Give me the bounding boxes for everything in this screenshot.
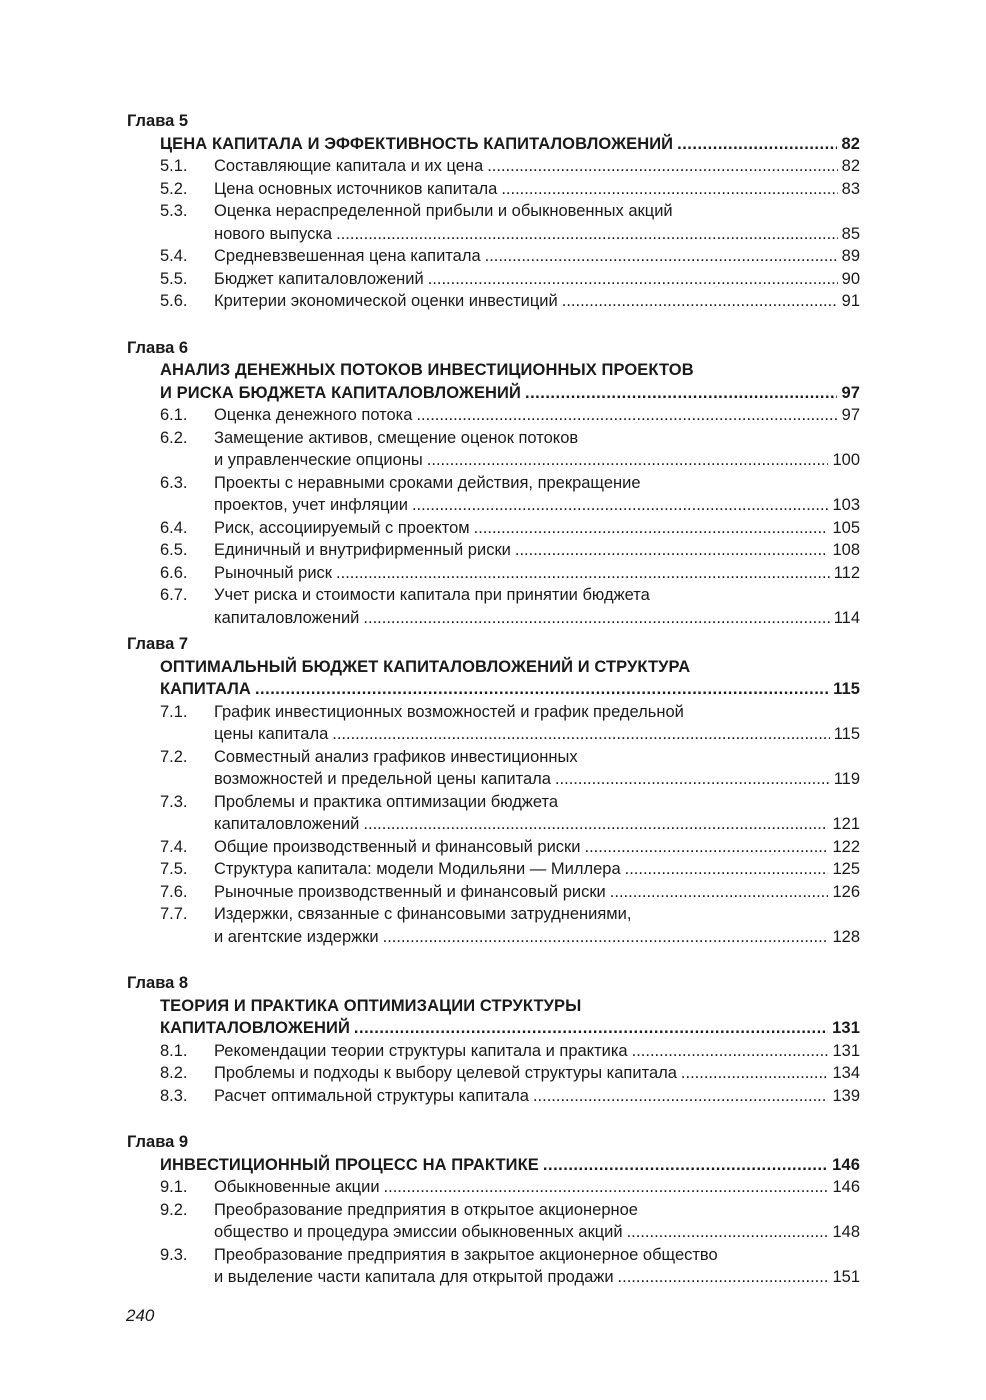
toc-chapter [127, 337, 860, 630]
dot-leader [585, 836, 829, 859]
dot-leader [428, 268, 838, 291]
section-title [214, 768, 860, 791]
section-page-number: 125 [832, 860, 860, 878]
section-page-number: 100 [832, 451, 860, 469]
section-title-text: и агентские издержки [214, 927, 379, 946]
toc-entry-line [127, 539, 860, 562]
section-number: 5.4. [160, 247, 188, 265]
chapter-title-line [127, 133, 860, 156]
toc-entry-line [127, 723, 860, 746]
chapter-page-number: 146 [832, 1155, 860, 1174]
section-title-text: Рыночный риск [214, 563, 333, 582]
toc-entry-line [127, 836, 860, 859]
dot-leader [632, 1040, 829, 1063]
toc-entry-line [127, 1266, 860, 1289]
chapter-title-text: ОПТИМАЛЬНЫЙ БЮДЖЕТ КАПИТАЛОВЛОЖЕНИЙ И СТРУКТУРА [160, 657, 691, 676]
page-number: 240 [126, 1306, 155, 1325]
dot-leader [562, 290, 838, 313]
chapter-title-text: КАПИТАЛОВЛОЖЕНИЙ [160, 1019, 350, 1037]
section-title [214, 562, 860, 585]
dot-leader [515, 539, 829, 562]
section-number: 5.2. [160, 179, 188, 198]
section-title [214, 178, 860, 201]
section-number: 7.5. [160, 860, 188, 878]
dot-leader [427, 449, 829, 472]
section-page-number: 103 [832, 496, 860, 514]
section-page-number: 85 [841, 224, 860, 243]
toc-entry-line [127, 584, 860, 607]
chapter-title [160, 656, 860, 679]
section-title-text: Учет риска и стоимости капитала при принятии бюджета [214, 586, 650, 604]
section-title [214, 1199, 860, 1222]
dot-leader [533, 1085, 829, 1108]
toc-entry-line [127, 494, 860, 517]
dot-leader [485, 245, 838, 268]
section-title-text: Проблемы и практика оптимизации бюджета [214, 792, 559, 811]
chapter-title-text: КАПИТАЛА [160, 680, 251, 698]
dot-leader [363, 607, 829, 630]
section-number: 8.3. [160, 1086, 188, 1105]
section-title-text: Преобразование предприятия в открытое акционерное [214, 1200, 638, 1219]
toc-entry-line [127, 881, 860, 904]
section-number: 6.5. [160, 541, 188, 559]
section-title [214, 223, 860, 246]
chapter-page-number: 115 [833, 680, 860, 698]
section-title [214, 926, 860, 949]
toc-entry-line [127, 1085, 860, 1108]
section-page-number: 89 [841, 247, 860, 265]
toc-entry-line [127, 178, 860, 201]
chapter-title-line [127, 995, 860, 1018]
section-title-text: капиталовложений [214, 815, 360, 833]
section-title-text: Единичный и внутрифирменный риски [214, 541, 511, 559]
section-page-number: 128 [832, 927, 860, 946]
dot-leader [336, 562, 830, 585]
toc-entry-line [127, 607, 860, 630]
dot-leader [336, 223, 838, 246]
section-number: 9.2. [160, 1200, 188, 1219]
toc-entry-line [127, 746, 860, 769]
dot-leader [412, 494, 829, 517]
section-title [214, 494, 860, 517]
section-page-number: 114 [833, 608, 860, 627]
chapter-title-text: АНАЛИЗ ДЕНЕЖНЫХ ПОТОКОВ ИНВЕСТИЦИОННЫХ ПРОЕКТОВ [160, 361, 694, 379]
toc-entry-line [127, 223, 860, 246]
section-number: 9.1. [160, 1178, 188, 1196]
toc-entry-line [127, 768, 860, 791]
section-title [214, 404, 860, 427]
section-title-text: и выделение части капитала для открытой продажи [214, 1268, 614, 1286]
chapter-label: Глава 8 [127, 974, 189, 992]
section-title-text: возможностей и предельной цены капитала [214, 770, 551, 788]
toc-entry-line [127, 791, 860, 814]
chapter-title [160, 678, 860, 701]
dot-leader [383, 926, 829, 949]
dot-leader [618, 1266, 829, 1289]
section-number: 5.5. [160, 269, 188, 288]
section-page-number: 83 [841, 179, 860, 198]
chapter-title [160, 995, 860, 1018]
chapter-label: Глава 7 [127, 635, 189, 653]
section-page-number: 146 [832, 1178, 860, 1196]
section-page-number: 91 [841, 292, 860, 310]
section-number: 6.4. [160, 518, 188, 537]
chapter-page-number: 97 [841, 383, 860, 402]
section-number: 5.6. [160, 292, 188, 310]
section-title [214, 1176, 860, 1199]
chapter-label: Глава 9 [127, 1133, 189, 1151]
section-title [214, 449, 860, 472]
section-title [214, 539, 860, 562]
section-number: 6.6. [160, 563, 188, 582]
toc-entry-line [127, 449, 860, 472]
toc-entry-line [127, 858, 860, 881]
section-number: 7.3. [160, 792, 188, 811]
toc-entry-line [127, 1176, 860, 1199]
chapter-title-line [127, 1017, 860, 1040]
section-page-number: 139 [832, 1086, 860, 1105]
section-title-text: Преобразование предприятия в закрытое акционерное общество [214, 1245, 718, 1264]
section-title-text: Бюджет капиталовложений [214, 269, 424, 288]
section-number: 7.6. [160, 882, 188, 901]
section-title-text: Оценка нераспределенной прибыли и обыкновенных акций [214, 202, 673, 220]
dot-leader [501, 178, 837, 201]
chapter-title-line [127, 656, 860, 679]
toc-chapter [127, 110, 860, 313]
section-title [214, 903, 860, 926]
dot-leader [332, 723, 829, 746]
chapter-title-line [127, 1154, 860, 1177]
chapter-title-text: ЦЕНА КАПИТАЛА И ЭФФЕКТИВНОСТЬ КАПИТАЛОВЛОЖЕНИЙ [160, 134, 674, 153]
section-title [214, 791, 860, 814]
chapter-title-text: И РИСКА БЮДЖЕТА КАПИТАЛОВЛОЖЕНИЙ [160, 383, 521, 402]
section-title [214, 290, 860, 313]
section-title-text: Обыкновенные акции [214, 1178, 380, 1196]
section-title-text: Критерии экономической оценки инвестиций [214, 292, 558, 310]
dot-leader [474, 517, 829, 540]
dot-leader [363, 813, 828, 836]
toc-entry-line [127, 1062, 860, 1085]
dot-leader [627, 1221, 829, 1244]
section-title-text: Общие производственный и финансовый риски [214, 837, 581, 856]
section-title-text: Расчет оптимальной структуры капитала [214, 1086, 529, 1105]
section-title-text: Цена основных источников капитала [214, 179, 498, 198]
section-page-number: 108 [832, 541, 860, 559]
toc-entry-line [127, 404, 860, 427]
chapter-page-number: 131 [832, 1019, 860, 1037]
dot-leader [555, 768, 830, 791]
toc-entry-line [127, 1199, 860, 1222]
section-title-text: общество и процедура эмиссии обыкновенных акций [214, 1223, 623, 1241]
toc-entry-line [127, 472, 860, 495]
section-number: 7.1. [160, 702, 188, 721]
section-number: 5.1. [160, 157, 188, 175]
section-title [214, 1040, 860, 1063]
section-page-number: 97 [841, 406, 860, 424]
section-title-text: и управленческие опционы [214, 451, 423, 469]
section-title-text: Проблемы и подходы к выбору целевой структуры капитала [214, 1064, 677, 1082]
dot-leader [487, 155, 837, 178]
section-page-number: 112 [833, 563, 860, 582]
section-number: 7.4. [160, 837, 188, 856]
section-title-text: Средневзвешенная цена капитала [214, 247, 481, 265]
section-number: 9.3. [160, 1245, 188, 1264]
section-title [214, 607, 860, 630]
section-title [214, 1085, 860, 1108]
section-title-text: Рыночные производственный и финансовый риски [214, 882, 606, 901]
section-title [214, 200, 860, 223]
section-number: 6.1. [160, 406, 188, 424]
section-number: 5.3. [160, 202, 188, 220]
dot-leader [255, 678, 829, 701]
toc-entry-line [127, 290, 860, 313]
section-page-number: 119 [833, 770, 860, 788]
toc-chapter [127, 633, 860, 948]
section-title [214, 517, 860, 540]
section-title-text: Структура капитала: модели Модильяни — Миллера [214, 860, 621, 878]
dot-leader [416, 404, 837, 427]
section-number: 6.3. [160, 473, 188, 492]
section-number: 6.2. [160, 428, 188, 447]
toc-entry-line [127, 200, 860, 223]
section-title [214, 858, 860, 881]
section-title [214, 723, 860, 746]
chapter-title [160, 1017, 860, 1040]
section-title [214, 1062, 860, 1085]
chapter-title-line [127, 382, 860, 405]
table-of-contents [127, 110, 860, 1289]
section-title-text: Риск, ассоциируемый с проектом [214, 518, 470, 537]
dot-leader [384, 1176, 829, 1199]
section-page-number: 126 [832, 882, 860, 901]
section-page-number: 121 [832, 815, 860, 833]
section-title [214, 813, 860, 836]
section-title-text: капиталовложений [214, 608, 360, 627]
toc-entry-line [127, 1040, 860, 1063]
section-title [214, 1266, 860, 1289]
chapter-title-text: ИНВЕСТИЦИОННЫЙ ПРОЦЕСС НА ПРАКТИКЕ [160, 1155, 539, 1174]
toc-entry-line [127, 245, 860, 268]
section-title-text: Совместный анализ графиков инвестиционных [214, 747, 578, 766]
section-title [214, 881, 860, 904]
toc-entry-line [127, 926, 860, 949]
section-title-text: Издержки, связанные с финансовыми затруднениями, [214, 905, 632, 923]
toc-chapter [127, 1131, 860, 1289]
chapter-page-number: 82 [841, 134, 860, 153]
section-page-number: 131 [832, 1041, 860, 1060]
dot-leader [681, 1062, 829, 1085]
chapter-title-line [127, 359, 860, 382]
section-title-text: График инвестиционных возможностей и график предельной [214, 702, 684, 721]
toc-entry-line [127, 1221, 860, 1244]
section-title [214, 472, 860, 495]
section-title [214, 245, 860, 268]
section-title [214, 584, 860, 607]
toc-entry-line [127, 701, 860, 724]
chapter-title-text: ТЕОРИЯ И ПРАКТИКА ОПТИМИЗАЦИИ СТРУКТУРЫ [160, 996, 582, 1015]
dot-leader [677, 133, 837, 156]
dot-leader [354, 1017, 828, 1040]
section-title [214, 268, 860, 291]
toc-entry-line [127, 903, 860, 926]
section-title-text: Оценка денежного потока [214, 406, 413, 424]
section-page-number: 82 [841, 157, 860, 175]
toc-entry-line [127, 1244, 860, 1267]
section-number: 8.2. [160, 1064, 188, 1082]
dot-leader [610, 881, 829, 904]
chapter-title [160, 382, 860, 405]
section-title [214, 1221, 860, 1244]
section-title [214, 701, 860, 724]
dot-leader [625, 858, 829, 881]
section-title [214, 1244, 860, 1267]
section-number: 7.7. [160, 905, 188, 923]
toc-entry-line [127, 517, 860, 540]
section-title-text: цены капитала [214, 725, 329, 743]
chapter-label: Глава 6 [127, 338, 189, 357]
toc-entry-line [127, 427, 860, 450]
section-page-number: 122 [832, 837, 860, 856]
dot-leader [543, 1154, 828, 1177]
toc-chapter [127, 972, 860, 1107]
chapter-title [160, 1154, 860, 1177]
section-title [214, 746, 860, 769]
toc-entry-line [127, 562, 860, 585]
section-page-number: 134 [832, 1064, 860, 1082]
section-title-text: Проекты с неравными сроками действия, прекращение [214, 473, 641, 492]
chapter-title [160, 359, 860, 382]
chapter-title-line [127, 678, 860, 701]
section-page-number: 115 [833, 725, 860, 743]
section-title-text: нового выпуска [214, 224, 333, 243]
section-title [214, 836, 860, 859]
section-number: 6.7. [160, 586, 188, 604]
section-title-text: проектов, учет инфляции [214, 496, 408, 514]
section-title [214, 427, 860, 450]
section-page-number: 151 [832, 1268, 860, 1286]
section-page-number: 148 [832, 1223, 860, 1241]
toc-entry-line [127, 813, 860, 836]
section-title-text: Замещение активов, смещение оценок потоков [214, 428, 579, 447]
section-number: 7.2. [160, 747, 188, 766]
chapter-label: Глава 5 [127, 112, 189, 130]
toc-entry-line [127, 155, 860, 178]
dot-leader [525, 382, 837, 405]
section-title-text: Рекомендации теории структуры капитала и практика [214, 1041, 628, 1060]
section-title [214, 155, 860, 178]
toc-entry-line [127, 268, 860, 291]
section-number: 8.1. [160, 1041, 188, 1060]
chapter-title [160, 133, 860, 156]
section-title-text: Составляющие капитала и их цена [214, 157, 484, 175]
section-page-number: 90 [841, 269, 860, 288]
section-page-number: 105 [832, 518, 860, 537]
